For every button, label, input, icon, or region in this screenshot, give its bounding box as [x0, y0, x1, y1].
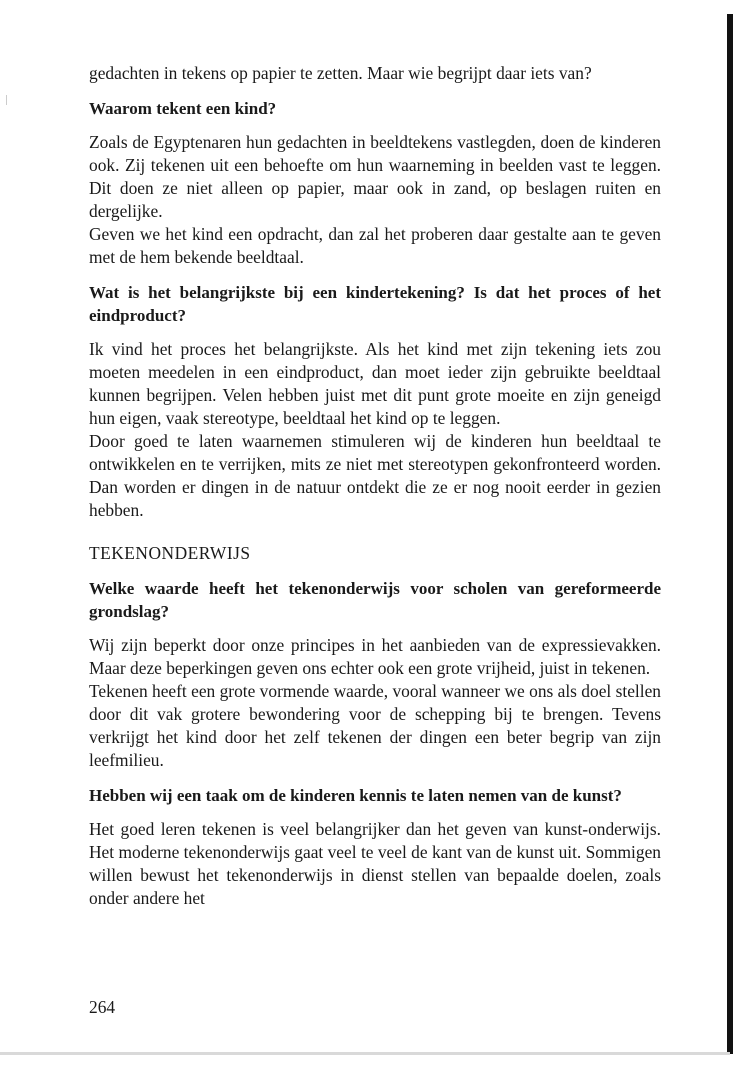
page-bottom-edge [0, 1052, 730, 1055]
question-heading: Waarom tekent een kind? [89, 99, 277, 118]
answer-paragraph: Geven we het kind een opdracht, dan zal het proberen daar gestalte aan te geven met de hem bekende beeldtaal. [89, 224, 661, 267]
answer-paragraph: Wij zijn beperkt door onze principes in het aanbieden van de expressievakken. Maar deze beperkingen geven ons echter ook een grote vrijheid, juist in tekenen. [89, 635, 661, 678]
answer-paragraph: Het goed leren tekenen is veel belangrijker dan het geven van kunst-onderwijs. Het moderne tekenonderwijs gaat veel te veel de kant van de kunst uit. Sommigen willen bewust het tekenonderwijs in dienst stellen van bepaalde doelen, zoals onder andere het [89, 819, 661, 908]
answer-paragraph: Tekenen heeft een grote vormende waarde, vooral wanneer we ons als doel stellen door dit vak grotere bewondering voor de schepping bij te brengen. Tevens verkrijgt het kind door het zelf tekenen der dingen een beter begrip van zijn leefmilieu. [89, 681, 661, 770]
question-heading: Hebben wij een taak om de kinderen kennis te laten nemen van de kunst? [89, 786, 622, 805]
answer-paragraph: Door goed te laten waarnemen stimuleren wij de kinderen hun beeldtaal te ontwikkelen en te verrijken, mits ze niet met stereotypen gekonfronteerd worden. Dan worden er dingen in de natuur ontdekt die ze er nog nooit eerder in gezien hebben. [89, 431, 661, 520]
question-heading: Welke waarde heeft het tekenonderwijs voor scholen van gereformeerde grondslag? [89, 579, 661, 621]
question-heading: Wat is het belangrijkste bij een kindertekening? Is dat het proces of het eindproduct? [89, 283, 661, 325]
page-text [89, 62, 661, 910]
answer-paragraph: Ik vind het proces het belangrijkste. Als het kind met zijn tekening iets zou moeten meedelen in een eindproduct, dan moet ieder zijn gebruikte beeldtaal kunnen begrijpen. Velen hebben juist met dit punt grote moeite en zijn geneigd hun eigen, vaak stereotype, beeldtaal het kind op te leggen. [89, 339, 661, 428]
page-edge-shadow [727, 14, 733, 1054]
page-number: 264 [89, 997, 116, 1017]
answer-paragraph: Zoals de Egyptenaren hun gedachten in beeldtekens vastlegden, doen de kinderen ook. Zij tekenen uit een behoefte om hun waarneming in beelden vast te leggen. Dit doen ze niet alleen op papier, maar ook in zand, op beslagen ruiten en dergelijke. [89, 132, 661, 221]
scan-mark [6, 95, 7, 105]
section-heading: TEKENONDERWIJS [89, 543, 251, 563]
intro-paragraph: gedachten in tekens op papier te zetten. Maar wie begrijpt daar iets van? [89, 63, 592, 83]
